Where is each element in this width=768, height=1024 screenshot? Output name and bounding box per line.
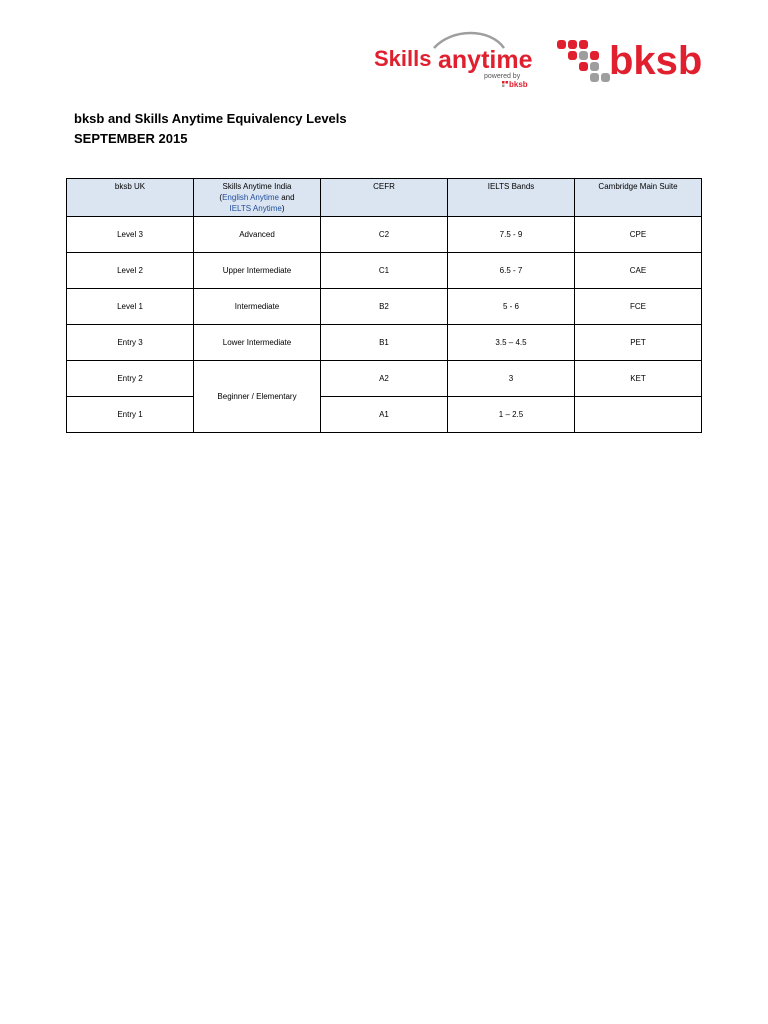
header-col2-line1: Skills Anytime India xyxy=(222,182,292,191)
cell-skills-anytime: Upper Intermediate xyxy=(194,253,321,289)
cell-cefr: B2 xyxy=(321,289,448,325)
cell-skills-anytime: Lower Intermediate xyxy=(194,325,321,361)
cell-cefr: C1 xyxy=(321,253,448,289)
cell-cambridge: CAE xyxy=(575,253,702,289)
header-bksb-uk: bksb UK xyxy=(67,179,194,217)
document-title: bksb and Skills Anytime Equivalency Levels xyxy=(74,111,347,126)
table-header-row xyxy=(67,179,702,217)
ielts-anytime-link[interactable]: IELTS Anytime xyxy=(229,204,282,213)
cell-bksb-uk: Level 1 xyxy=(67,289,194,325)
cell-skills-anytime: Intermediate xyxy=(194,289,321,325)
header-col2-and: and xyxy=(279,193,295,202)
table-row xyxy=(67,217,702,253)
cell-skills-anytime: Beginner / Elementary xyxy=(194,361,321,433)
cell-bksb-uk: Level 3 xyxy=(67,217,194,253)
skills-logo-word2: anytime xyxy=(438,46,533,74)
skills-anytime-logo xyxy=(372,30,547,90)
cell-ielts: 6.5 - 7 xyxy=(448,253,575,289)
cell-cefr: B1 xyxy=(321,325,448,361)
document-date: SEPTEMBER 2015 xyxy=(74,131,188,146)
cell-cambridge: KET xyxy=(575,361,702,397)
cell-cambridge: FCE xyxy=(575,289,702,325)
mini-bksb-mark-icon xyxy=(502,81,508,87)
cell-cefr: A2 xyxy=(321,361,448,397)
skills-logo-sub-brand: bksb xyxy=(509,80,528,89)
cell-cefr: C2 xyxy=(321,217,448,253)
cell-skills-anytime: Advanced xyxy=(194,217,321,253)
cell-cambridge: CPE xyxy=(575,217,702,253)
header-cambridge-main-suite: Cambridge Main Suite xyxy=(575,179,702,217)
bksb-dots-icon xyxy=(557,40,610,82)
table-row xyxy=(67,325,702,361)
document-heading xyxy=(74,109,347,149)
cell-cambridge xyxy=(575,397,702,433)
cell-ielts: 7.5 - 9 xyxy=(448,217,575,253)
header-col2-close: ) xyxy=(281,204,285,213)
cell-ielts: 3 xyxy=(448,361,575,397)
cell-bksb-uk: Entry 3 xyxy=(67,325,194,361)
table-row xyxy=(67,289,702,325)
cell-ielts: 3.5 – 4.5 xyxy=(448,325,575,361)
table-row xyxy=(67,397,702,433)
english-anytime-link[interactable]: English Anytime xyxy=(222,193,279,202)
cell-bksb-uk: Level 2 xyxy=(67,253,194,289)
header-cefr: CEFR xyxy=(321,179,448,217)
table-row xyxy=(67,361,702,397)
cell-bksb-uk: Entry 1 xyxy=(67,397,194,433)
equivalency-table xyxy=(66,178,702,433)
bksb-logo xyxy=(555,38,727,86)
cell-cefr: A1 xyxy=(321,397,448,433)
bksb-logo-text: bksb xyxy=(609,39,703,83)
header-col2-open: ( xyxy=(219,193,223,202)
cell-ielts: 5 - 6 xyxy=(448,289,575,325)
cell-ielts: 1 – 2.5 xyxy=(448,397,575,433)
header-ielts-bands: IELTS Bands xyxy=(448,179,575,217)
cell-bksb-uk: Entry 2 xyxy=(67,361,194,397)
cell-cambridge: PET xyxy=(575,325,702,361)
header-skills-anytime-india xyxy=(194,179,321,217)
skills-logo-word1: Skills xyxy=(374,46,432,71)
table-row xyxy=(67,253,702,289)
skills-logo-powered-by: powered by xyxy=(484,73,521,80)
